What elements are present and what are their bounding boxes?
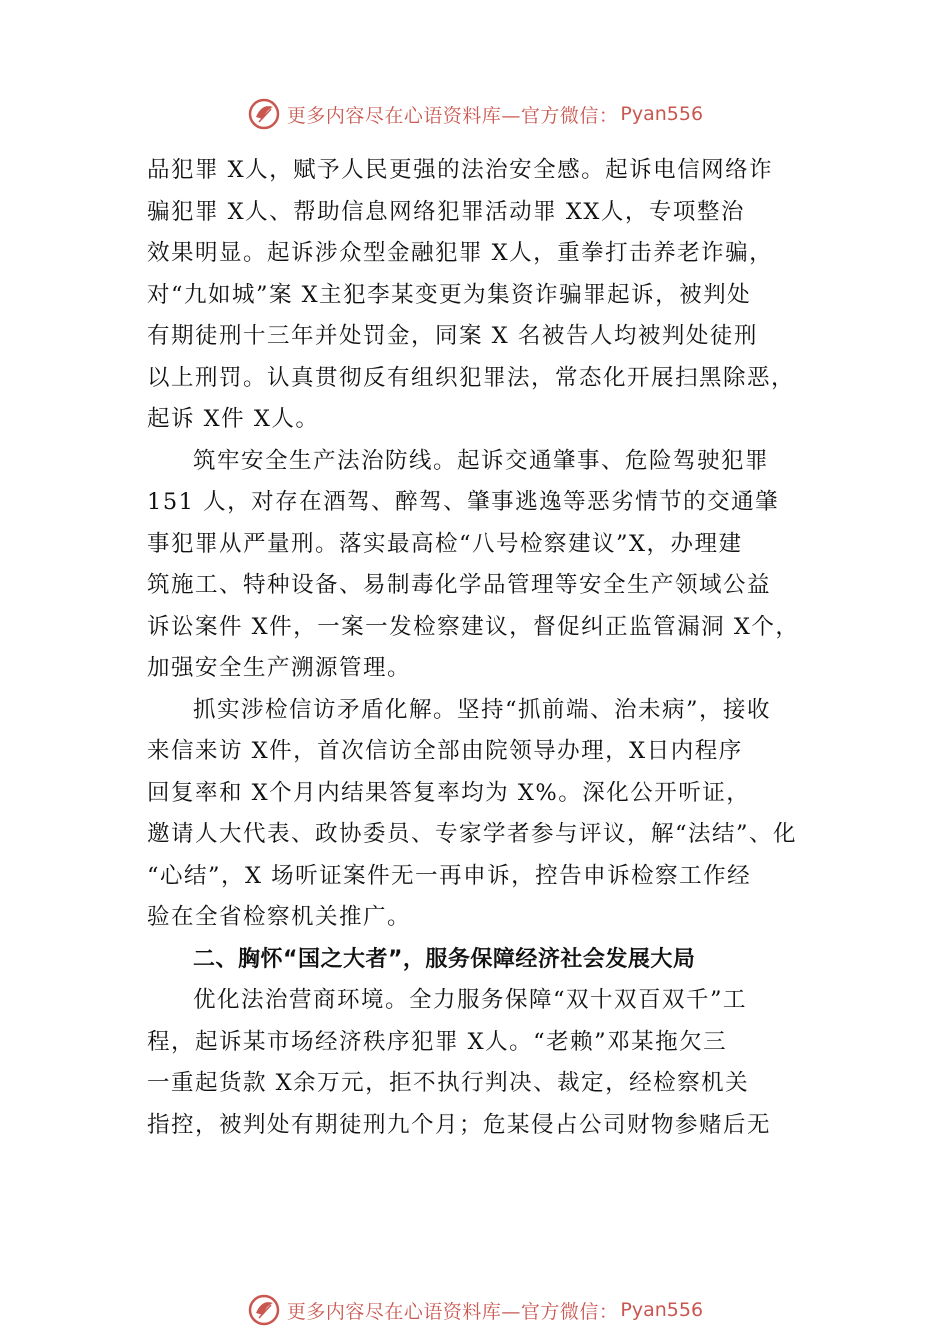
paragraph-start: 筑牢安全生产法治防线。起诉交通肇事、危险驾驶犯罪 bbox=[193, 447, 770, 474]
document-body bbox=[147, 150, 817, 1146]
text-line: 品犯罪 X人，赋予人民更强的法治安全感。起诉电信网络诈 bbox=[147, 157, 774, 183]
text-line: 回复率和 X个月内结果答复率均为 X%。深化公开听证， bbox=[147, 779, 751, 806]
watermark-banner-top bbox=[0, 94, 950, 134]
text-line: 骗犯罪 X人、帮助信息网络犯罪活动罪 XX人，专项整治 bbox=[147, 198, 745, 225]
text-line: 指控，被判处有期徒刑九个月；危某侵占公司财物参赌后无 bbox=[147, 1111, 772, 1138]
text-line: “心结”，X 场听证案件无一再申诉，控告申诉检察工作经 bbox=[147, 862, 752, 889]
paragraph-start: 抓实涉检信访矛盾化解。坚持“抓前端、治未病”，接收 bbox=[193, 696, 772, 723]
text-line: 对“九如城”案 X主犯李某变更为集资诈骗罪起诉，被判处 bbox=[147, 281, 752, 308]
text-line: 事犯罪从严量刑。落实最高检“八号检察建议”X，办理建 bbox=[147, 530, 743, 557]
watermark-banner-bottom bbox=[0, 1290, 950, 1330]
logo-icon bbox=[247, 1293, 281, 1327]
watermark-text: 更多内容尽在心语资料库—官方微信： bbox=[286, 1300, 619, 1323]
text-line: 效果明显。起诉涉众型金融犯罪 X人，重拳打击养老诈骗， bbox=[147, 240, 774, 266]
text-line: 诉讼案件 X件，一案一发检察建议，督促纠正监管漏洞 X个， bbox=[147, 613, 800, 640]
section-heading: 二、胸怀“国之大者”，服务保障经济社会发展大局 bbox=[193, 946, 696, 972]
text-line: 筑施工、特种设备、易制毒化学品管理等安全生产领域公益 bbox=[147, 572, 772, 598]
watermark-text: 更多内容尽在心语资料库—官方微信： bbox=[286, 104, 619, 127]
text-line: 邀请人大代表、政协委员、专家学者参与评议，解“法结”、化 bbox=[147, 821, 798, 847]
text-line: 程，起诉某市场经济秩序犯罪 X人。“老赖”邓某拖欠三 bbox=[147, 1028, 728, 1055]
watermark-wechat-id: Pyan556 bbox=[620, 1299, 704, 1321]
text-line: 151 人，对存在酒驾、醉驾、肇事逃逸等恶劣情节的交通肇 bbox=[147, 489, 780, 515]
text-line: 加强安全生产溯源管理。 bbox=[147, 655, 412, 681]
logo-icon bbox=[247, 97, 281, 131]
text-line: 验在全省检察机关推广。 bbox=[147, 904, 412, 930]
text-line: 一重起货款 X余万元，拒不执行判决、裁定，经检察机关 bbox=[147, 1070, 750, 1096]
paragraph-start: 优化法治营商环境。全力服务保障“双十双百双千”工 bbox=[193, 987, 748, 1013]
watermark-wechat-id: Pyan556 bbox=[620, 103, 704, 125]
text-line: 以上刑罚。认真贯彻反有组织犯罪法，常态化开展扫黑除恶， bbox=[147, 364, 796, 391]
text-line: 来信来访 X件，首次信访全部由院领导办理，X日内程序 bbox=[147, 738, 743, 764]
text-line: 起诉 X件 X人。 bbox=[147, 406, 320, 432]
text-line: 有期徒刑十三年并处罚金，同案 X 名被告人均被判处徒刑 bbox=[147, 323, 758, 349]
